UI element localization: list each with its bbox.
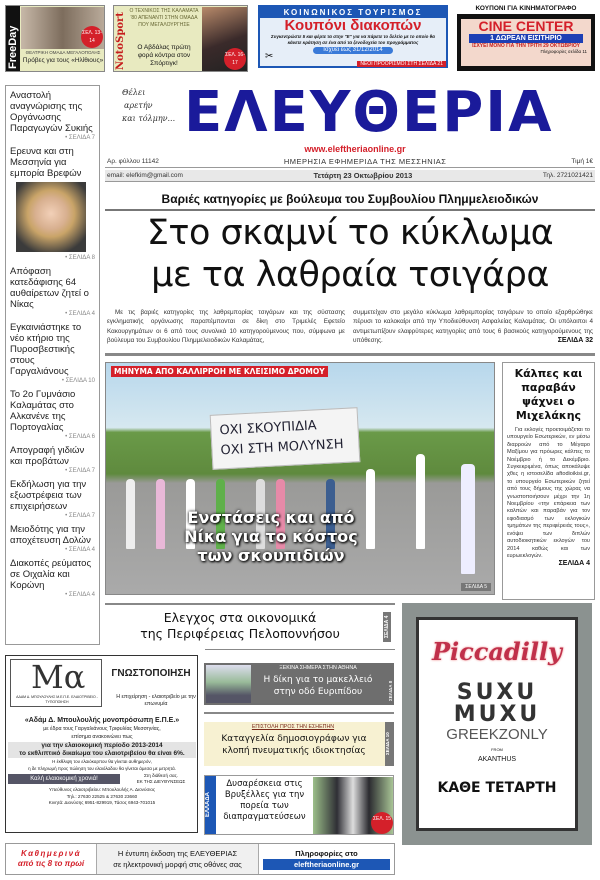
lead-headline (105, 212, 595, 296)
greekzonly-text: GREEKZONLY (446, 726, 548, 743)
email: email: elefkim@gmail.com (107, 172, 183, 179)
lead-page[interactable]: ΣΕΛΙΔΑ 32 (557, 336, 593, 344)
page-badge: ΣΕΛ. 13-14 (81, 26, 103, 48)
contact-line: Κινητά: Διονύσης 6951-829919, Τάσος 6943-701015 (48, 800, 156, 805)
promo-freeday[interactable] (5, 5, 105, 72)
promo-notosport[interactable] (113, 5, 248, 72)
paper-subtitle: ΗΜΕΡΗΣΙΑ ΕΦΗΜΕΡΙΔΑ ΤΗΣ ΜΕΣΣΗΝΙΑΣ (283, 157, 447, 166)
banner-line: ΟΧΙ ΣΚΟΥΠΙΔΙΑ (219, 418, 318, 439)
notice-announce: επίσημα ανακοινώνει πως (71, 734, 133, 740)
headline-line: με τα λαθραία τσιγάρα (151, 255, 549, 295)
sidebar-news (5, 85, 100, 645)
photo-label: ΜΗΝΥΜΑ ΑΠΟ ΚΑΛΛΙΡΡΟΗ ΜΕ ΚΛΕΙΣΙΜΟ ΔΡΟΜΟΥ (111, 366, 328, 377)
notice-wish: Καλή ελαιοκομική χρονιά! (8, 774, 120, 784)
info-note (259, 848, 394, 870)
story-box-letter[interactable] (204, 722, 394, 766)
sidebar-item-page: • ΣΕΛΙΔΑ 7 (65, 468, 95, 474)
highlight-line: το εκθλιπτικό δικαίωμα του ελαιοτριβείου θα είναι 6%. (19, 750, 185, 757)
headline-line: Ενστάσεις και από (187, 508, 355, 527)
sidebar-item-title[interactable]: Διακοπές ρεύματος σε Οιχαλία και Κορώνη (10, 558, 92, 591)
notice-seat: με έδρα τους Γαργαλιάνους Τριφυλίας Μεσσηνίας, (43, 726, 161, 732)
akanthus-logo: AKANTHUS (477, 756, 517, 763)
protest-banner (210, 407, 361, 470)
sidebar-item-page: • ΣΕΛΙΔΑ 8 (65, 255, 95, 261)
date: Τετάρτη 23 Οκτωβρίου 2013 (313, 171, 413, 180)
side-story-text: Για εκλογές προετοιμάζεται το υπουργείο Εσωτερικών, εν μέσω διαρροών από το Μέγαρο Μαξίμου για πρόωρες κάλπες το Νοέμβριο ή το Δεκέμβριο. Συγκεκριμένα, όπως αποκάλυψε χθες η ιστοσελίδα aftodioikisi.gr, το υπουργείο Εσωτερικών ζητεί από τους δήμους της χώρας να γνωστοποιήσουν μέχρι την 1η Νοεμβρίου «την επάρκεια των καλπών και παραβάν για τον εφοδιασμό των εκλογικών τμημάτων της περιφέρειάς τους», ενόψει των διπλών αυτοδιοικητικών εκλογών του 2014 καθώς και των ευρωεκλογών. (507, 427, 590, 559)
notice-note: Η έκθλιψη του ελαιόκαρπου θα γίνεται αυθημερόν, (52, 759, 152, 764)
sidebar-item-page: • ΣΕΛΙΔΑ 4 (65, 547, 95, 553)
daily-line: από τις 8 το πρωί (17, 859, 85, 868)
box-kicker: ΞΕΚΙΝΑ ΣΗΜΕΡΑ ΣΤΗΝ ΑΘΗΝΑ (279, 665, 357, 671)
company-full-name: «Αδάμ Δ. Μπουλουλής μονοπρόσωπη Ε.Π.Ε.» (24, 717, 180, 724)
film-strip (457, 14, 595, 71)
story-box-brussels[interactable] (204, 775, 394, 835)
sidebar-item-page: • ΣΕΛΙΔΑ 6 (65, 434, 95, 440)
cinema-header: ΚΟΥΠΟΝΙ ΓΙΑ ΚΙΝΗΜΑΤΟΓΡΑΦΟ (475, 5, 577, 12)
suxu-text: SUXU (456, 680, 538, 705)
newspaper-logo: ΕΛΕΥΘΕΡΙΑ (184, 80, 554, 145)
issue-bar (105, 156, 595, 168)
tourism-title: Κουπόνι διακοπών (284, 17, 422, 34)
side-story-title: Κάλπες και παραβάν ψάχνει ο Μιχελάκης (514, 367, 583, 422)
sidebar-item-page: • ΣΕΛΙΔΑ 7 (65, 135, 95, 141)
notice-body (8, 716, 196, 808)
box-page: ΣΕΛΙΔΑ 10 (385, 722, 394, 766)
page-badge: ΣΕΛ. 16-17 (224, 48, 246, 70)
company-logo (10, 659, 102, 707)
freeday-kicker: ΘΕΑΤΡΙΚΗ ΟΜΑΔΑ ΜΕΓΑΛΟΠΟΛΗΣ (25, 50, 101, 55)
side-story[interactable] (502, 362, 595, 600)
issue-number: Αρ. φύλλου 11142 (107, 158, 159, 165)
site-link[interactable]: eleftheriaonline.gr (263, 859, 390, 870)
edition-line: Η έντυπη έκδοση της ΕΛΕΥΘΕΡΙΑΣ (117, 849, 238, 858)
sidebar-item-title[interactable]: Εγκαινιάστηκε το νέο κτήριο της Πυροσβεστικής στους Γαργαλιάνους (10, 322, 82, 377)
notice-sign (126, 773, 196, 785)
box-title: Καταγγελία δημοσιογράφων για κλοπή πνευματικής ιδιοκτησίας (221, 734, 367, 756)
sidebar-item-title[interactable]: Εκδήλωση για την εξωστρέφεια των επιχειρήσεων (10, 479, 87, 512)
notice-note: η δε πληρωμή προς πώληση του ελαιόλαδου θα γίνεται άμεσα με μετρητά. (28, 766, 176, 771)
divider (205, 649, 395, 650)
sidebar-item-title[interactable]: Αναστολή αναγνώρισης της Οργάνωσης Παραγωγών Συκιής (10, 90, 93, 134)
muxu-text: MUXU (453, 702, 541, 727)
motto (122, 86, 175, 125)
divider (204, 712, 394, 714)
protest-photo[interactable] (105, 362, 495, 595)
section-label: ΕΛΛΑΔΑ (205, 776, 216, 834)
headline-line: Ελεγχος στα οικονομικά (163, 610, 317, 625)
sidebar-item-title[interactable]: Απογραφή γιδιών και προβάτων (10, 445, 85, 467)
side-story-page: ΣΕΛΙΔΑ 4 (558, 560, 590, 568)
contact-line: Τηλ.: 27630 22525 & 27630 23660 (66, 793, 138, 799)
photo-headline (146, 508, 396, 565)
sidebar-item-page: • ΣΕΛΙΔΑ 10 (61, 378, 95, 384)
phone: Τηλ. 2721021421 (542, 172, 593, 179)
notosport-brand: NotoSport (115, 12, 126, 70)
person (416, 454, 425, 549)
notice-intro: Η επιχείρηση - ελαιοτριβείο με την επωνυμία (116, 694, 196, 707)
page-badge: ΣΕΛ. 15 (371, 812, 393, 834)
lead-kicker: Βαριές κατηγορίες με βούλευμα του Συμβουλίου Πλημμελειοδικών (105, 192, 595, 211)
bottom-strip[interactable] (5, 843, 395, 875)
sidebar-item-title[interactable]: Το 2ο Γυμνάσιο Καλαμάτας στο Αλκανένε της Πορτογαλίας (10, 389, 76, 433)
edition-line: σε ηλεκτρονική μορφή στις οθόνες σας (113, 860, 242, 869)
box-page: ΣΕΛΙΔΑ 8 (388, 680, 393, 701)
tourism-validity: Ισχύει έως 31/12/2014 (313, 47, 393, 54)
sign-line: Στη διάθεσή σας. (143, 773, 179, 778)
sidebar-item-page: • ΣΕΛΙΔΑ 4 (65, 592, 95, 598)
tourism-header: ΚΟΙΝΩΝΙΚΟΣ ΤΟΥΡΙΣΜΟΣ (260, 7, 446, 18)
story-box-trial[interactable] (204, 663, 394, 705)
headline-line: της Περιφέρειας Πελοποννήσου (140, 626, 340, 641)
scene-photo (206, 665, 251, 703)
scissors-icon: ✂ (265, 51, 274, 62)
tourism-footer: ΝΕΟΙ ΠΡΟΟΡΙΣΜΟΙ ΣΤΗ ΣΕΛΙΔΑ 21 (357, 61, 446, 67)
notice-title: ΓΝΩΣΤΟΠΟΙΗΣΗ (111, 668, 191, 679)
date-bar (105, 170, 595, 182)
notosport-kicker: Ο ΤΕΧΝΙΚΟΣ ΤΗΣ ΚΑΛΑΜΑΤΑ '80 ΑΠΕΝΑΝΤΙ ΣΤΗΝ ΟΜΑΔΑ ΠΟΥ ΜΕΓΑΛΟΥΡΓΗΣΕ (129, 8, 199, 28)
lead-col-2 (353, 308, 593, 345)
promo-vacation-coupon[interactable] (258, 5, 448, 68)
piccadilly-logo: Piccadilly (431, 637, 563, 666)
cinema-info: Πληροφορίες σελίδα 11 (540, 49, 587, 54)
sidebar-item-page: • ΣΕΛΙΔΑ 4 (65, 311, 95, 317)
notice-highlight (8, 742, 196, 758)
sidebar-item-title[interactable]: Ερευνα και στη Μεσσηνία για εμπορία Βρεφών (10, 146, 82, 179)
motto-line: αρετήν (124, 101, 153, 110)
contact-line: Υπεύθυνος ελαιοτριβείου: Μπουλουλής Α. Διονύσιος (48, 787, 156, 792)
person (126, 479, 135, 549)
highlight-line: για την ελαιοκομική περίοδο 2013-2014 (41, 742, 163, 749)
edition-note (96, 844, 259, 874)
box-title: Η δίκη για το μακελλειό στην οδό Ευριπίδου (263, 675, 373, 697)
box-title: Δυσαρέσκεια στις Βρυξέλλες για την πορεία των διαπραγματεύσεων (223, 779, 306, 822)
promo-cinema-coupon[interactable] (457, 5, 595, 72)
freeday-title: Πρόβες για τους «Ηλίθιους» (22, 57, 104, 64)
headline-line: Νίκα για το κόστος (184, 527, 358, 546)
headline-line: των σκουπιδιών (197, 546, 345, 565)
notice-contacts (8, 787, 196, 807)
box-kicker: ΕΠΙΣΤΟΛΗ ΠΡΟΣ ΤΗΝ ΕΣΗΕΠΗΝ (251, 724, 335, 730)
person (461, 464, 475, 574)
alpha-m-logo: Mα (31, 658, 86, 696)
motto-line: Θέλει (122, 88, 146, 97)
photo-page[interactable]: ΣΕΛΙΔΑ 5 (461, 583, 491, 591)
sidebar-item-title[interactable]: Απόφαση κατεδάφισης 64 αυθαίρετων ζητεί ο Νίκας (10, 266, 89, 310)
sidebar-item-page: • ΣΕΛΙΔΑ 7 (65, 513, 95, 519)
cinema-title: CINE CENTER (478, 18, 574, 34)
headline-line: Στο σκαμνί το κύκλωμα (146, 213, 554, 253)
tv-show-ad[interactable] (402, 603, 592, 845)
divider (105, 603, 395, 605)
notosport-title: Ο Αβδάλας πρώτη φορά κόντρα στον Σπόρτιγκ! (137, 44, 191, 67)
lead-col-2-text: συμμετείχαν στο μεγάλο κύκλωμα λαθρεμπορίας τσιγάρων το οποίο εξαρθρώθηκε πέρυσι το καλοκαίρι από την Υποδιεύθυνση Ασφαλείας Καλαμάτας. Οι υπόλοιποι 4 αντιμετωπίζουν ελαφρύτερες κατηγορίες από τους 6 βασικούς κατηγορούμενους της υπόθεσης. (353, 309, 593, 344)
lead-col-1: Με τις βαριές κατηγορίες της λαθρεμπορίας τσιγάρων και της σύστασης εγκληματικής οργάνωσης παραπέμπονται σε δίκη στο Τριμελές Εφετείο Κακουργημάτων οι 6 από τους συνολικά 10 κατηγορούμενους που, σύμφωνα με βούλευμα του Συμβουλίου Πλημμελειοδικών Καλαμάτας, (107, 309, 345, 344)
banner-line: ΟΧΙ ΣΤΗ ΜΟΛΥΝΣΗ (220, 436, 344, 459)
ad-frame (416, 617, 578, 831)
air-day: ΚΑΘΕ ΤΕΤΑΡΤΗ (437, 780, 557, 796)
cinema-offer: 1 ΔΩΡΕΑΝ ΕΙΣΙΤΗΡΙΟ (469, 34, 583, 43)
sidebar-item-title[interactable]: Μειοδότης για την αποχέτευση Δολών (10, 524, 91, 546)
from-text: FROM (491, 747, 503, 752)
cinema-validity: ΙΣΧΥΕΙ ΜΟΝΟ ΓΙΑ ΤΗΝ ΤΡΙΤΗ 29 ΟΚΤΩΒΡΙΟΥ (472, 43, 580, 49)
sign-line: ΕΚ ΤΗΣ ΔΙΕΥΘΥΝΣΕΩΣ (136, 779, 186, 784)
daily-note (6, 849, 96, 869)
motto-line: και τόλμην... (122, 114, 176, 123)
price: Τιμή 1€ (571, 158, 593, 165)
info-label: Πληροφορίες στο (295, 849, 358, 858)
tourism-text: Συγκεντρώστε 5 και φέρτε τα στην "Ε" για να πάρετε το δελτίο με το οποίο θα κάνετε κράτηση σε ένα από τα ξενοδοχεία του προγράμματος (271, 34, 435, 45)
notice-ad[interactable] (5, 655, 198, 833)
divider (105, 353, 595, 356)
daily-line: Καθημερινά (20, 849, 82, 858)
child-photo (16, 182, 86, 252)
audit-page[interactable]: ΣΕΛΙΔΑ 4 (383, 612, 391, 642)
audit-headline[interactable] (105, 610, 375, 642)
freeday-brand: FreeDay (7, 25, 19, 69)
company-name: ΑΔΑΜ Δ. ΜΠΟΥΛΟΥΛΗΣ Μ.Ε.Π.Ε. ΕΛΑΙΟΤΡΙΒΕΙΟ - ΤΥΠΟΠΟΙΗΣΗ (16, 695, 98, 704)
notice-sign-row (8, 773, 196, 785)
site-url[interactable]: www.eleftheriaonline.gr (304, 144, 406, 154)
